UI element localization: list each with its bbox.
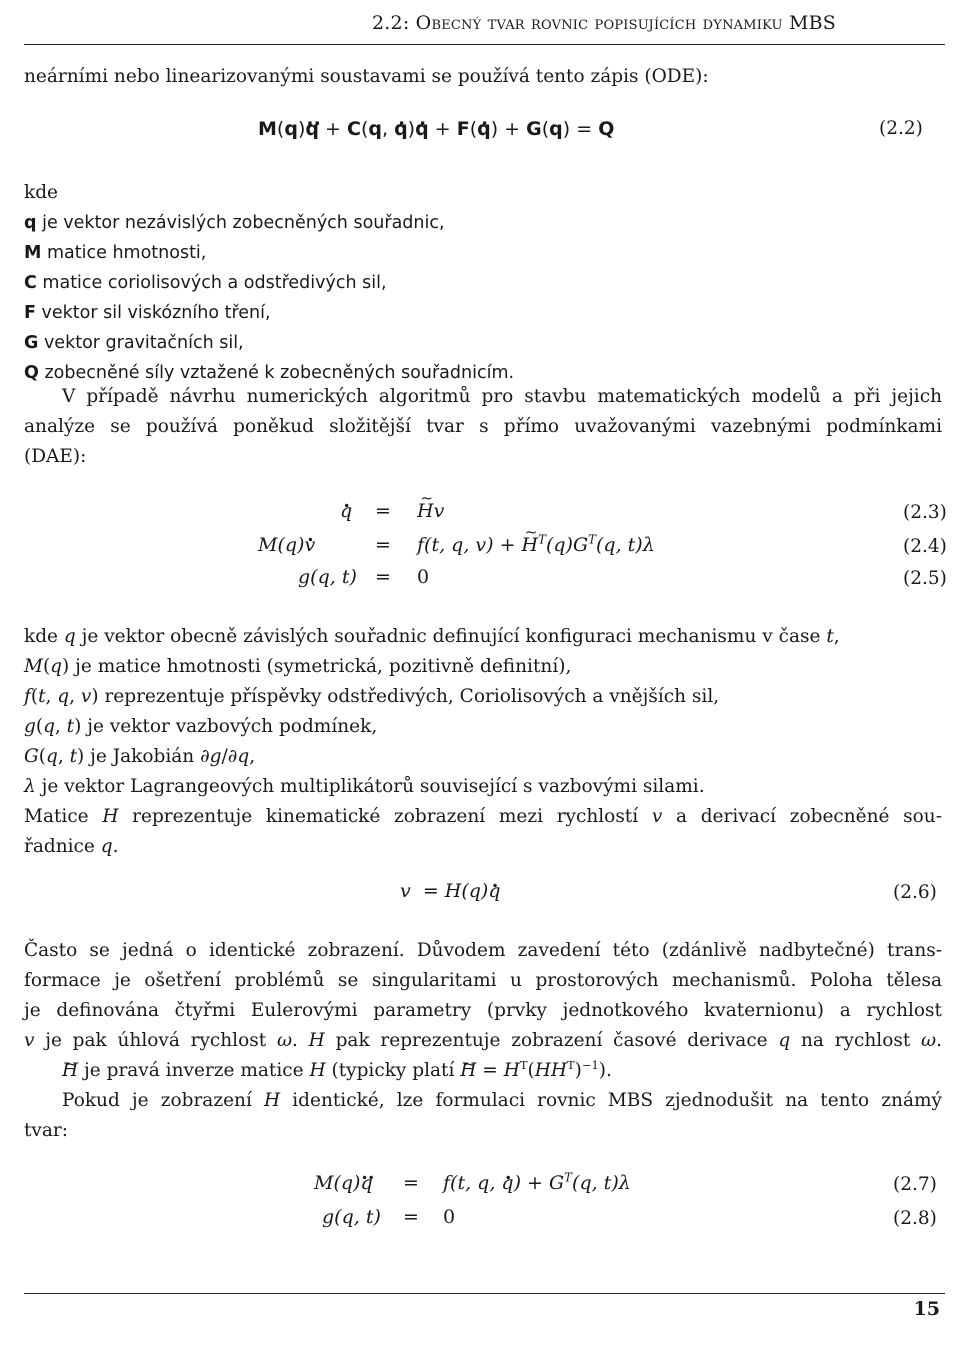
eq-2-4-equals: = [375, 534, 391, 556]
def2-line-1: kde q je vektor obecně závislých souřadnic definující konfiguraci mechanismu v čase t, [24, 626, 840, 647]
running-header [372, 12, 836, 34]
para3-line-1: Pokud je zobrazení H identické, lze formulaci rovnic MBS zjednodušit na tento známý [62, 1090, 942, 1111]
para2-line-4: v je pak úhlová rychlost ω. H pak reprezentuje zobrazení časové derivace q na rychlost ω. [24, 1030, 943, 1051]
equation-number-2-6: (2.6) [893, 882, 937, 903]
eq-2-3-lhs: q . [340, 500, 352, 522]
def2-line-4: g(q, t) je vektor vazbových podmínek, [24, 716, 378, 737]
equation-2-6: v = H(q)q . [400, 880, 501, 902]
def-q: q je vektor nezávislých zobecněných souřadnic, [24, 213, 445, 233]
equation-number-2-3: (2.3) [903, 502, 947, 523]
para3-line-2: tvar: [24, 1120, 68, 1141]
def2-line-5: G(q, t) je Jakobián ∂g/∂q, [24, 746, 256, 767]
def-G: G vektor gravitačních sil, [24, 333, 244, 353]
eq-2-5-lhs: g(q, t) [298, 566, 357, 588]
header-rule [24, 44, 945, 45]
kde-label: kde [24, 182, 59, 203]
equation-number-2-7: (2.7) [893, 1174, 937, 1195]
footer-rule [24, 1293, 945, 1294]
def-Q: Q zobecněné síly vztažené k zobecněných souřadnicím. [24, 363, 515, 383]
page-number: 15 [913, 1298, 940, 1320]
eq-2-5-rhs: 0 [417, 566, 430, 588]
eq-2-7-rhs: f(t, q, q .) + $G^T(q$, t)λ [443, 1172, 631, 1194]
eq-2-4-rhs: f(t, q, v) + H $\sim^T(q)G^T(q$, t)λ [417, 534, 655, 556]
eq-2-4-lhs: M(q)v . [258, 534, 315, 556]
equation-number-2-4: (2.4) [903, 536, 947, 557]
eq-2-8-lhs: g(q, t) [322, 1206, 381, 1228]
paragraph-2: Často se jedná o identické zobrazení. Důvodem zavedení této (zdánlivě nadbytečné) trans- formace je ošetření problémů se singularitami u prostorových mechanismů. Poloha tělesa je definována čtyřmi Eulerovými parametry (prvky jednotkového kvaternionu) a rychlost v je pak úhlová rychlost ω. H pak reprezentuje zobrazení časové derivace q na rychlost ω. H ~ je pravá inverze matice H (typicky platí H ~ = $H^T(HH^T)^{-1}$). Pokud je zobrazení H identické, lze formulaci rovnic MBS zjednodušit na tento známý tvar: [24, 936, 942, 1146]
definition-list-2 [24, 622, 942, 862]
equation-number-2-2: (2.2) [879, 118, 923, 139]
eq-2-5-equals: = [375, 566, 391, 588]
section-number: 2.2: [372, 12, 410, 34]
section-title: Obecný tvar rovnic popisujících dynamiku [415, 12, 783, 34]
intro-line: neárními nebo linearizovanými soustavami se používá tento zápis (ODE): [24, 66, 709, 87]
section-title-tail: MBS [788, 12, 836, 34]
equation-2-2: M(q)q .. + C(q, q .)q . + F(q .) + G(q) = Q [258, 118, 614, 140]
def-C: C matice coriolisových a odstředivých sil, [24, 273, 387, 293]
def2-line-3: f(t, q, v) reprezentuje příspěvky odstředivých, Coriolisových a vnějších sil, [24, 686, 720, 707]
def-F: F vektor sil viskózního tření, [24, 303, 271, 323]
def2-line-2: M(q) je matice hmotnosti (symetrická, pozitivně definitní), [24, 656, 572, 677]
definition-list-1 [24, 208, 514, 388]
eq-2-7-lhs: M(q)q .. [314, 1172, 373, 1194]
eq-2-7-equals: = [403, 1172, 419, 1194]
equation-number-2-8: (2.8) [893, 1208, 937, 1229]
eq-2-3-rhs: H ~v [417, 500, 444, 522]
eq-2-8-rhs: 0 [443, 1206, 456, 1228]
eq-2-3-equals: = [375, 500, 391, 522]
def2-line-8: řadnice q. [24, 836, 119, 857]
def2-line-6: λ je vektor Lagrangeových multiplikátorů související s vazbovými silami. [24, 776, 705, 797]
eq-2-8-equals: = [403, 1206, 419, 1228]
paragraph-dae: V případě návrhu numerických algoritmů pro stavbu matematických modelů a při jejich analýze se používá poněkud složitější tvar s přímo uvažovanými vazebnými podmínkami (DAE): [24, 386, 942, 467]
def2-line-7: Matice H reprezentuje kinematické zobrazení mezi rychlostí v a derivací zobecněné sou- [24, 806, 942, 827]
equation-number-2-5: (2.5) [903, 568, 947, 589]
def-M: M matice hmotnosti, [24, 243, 207, 263]
para2-line-5: H ~ je pravá inverze matice H (typicky platí H ~ = $H^T(HH^T)^{-1}$). [24, 1056, 942, 1086]
